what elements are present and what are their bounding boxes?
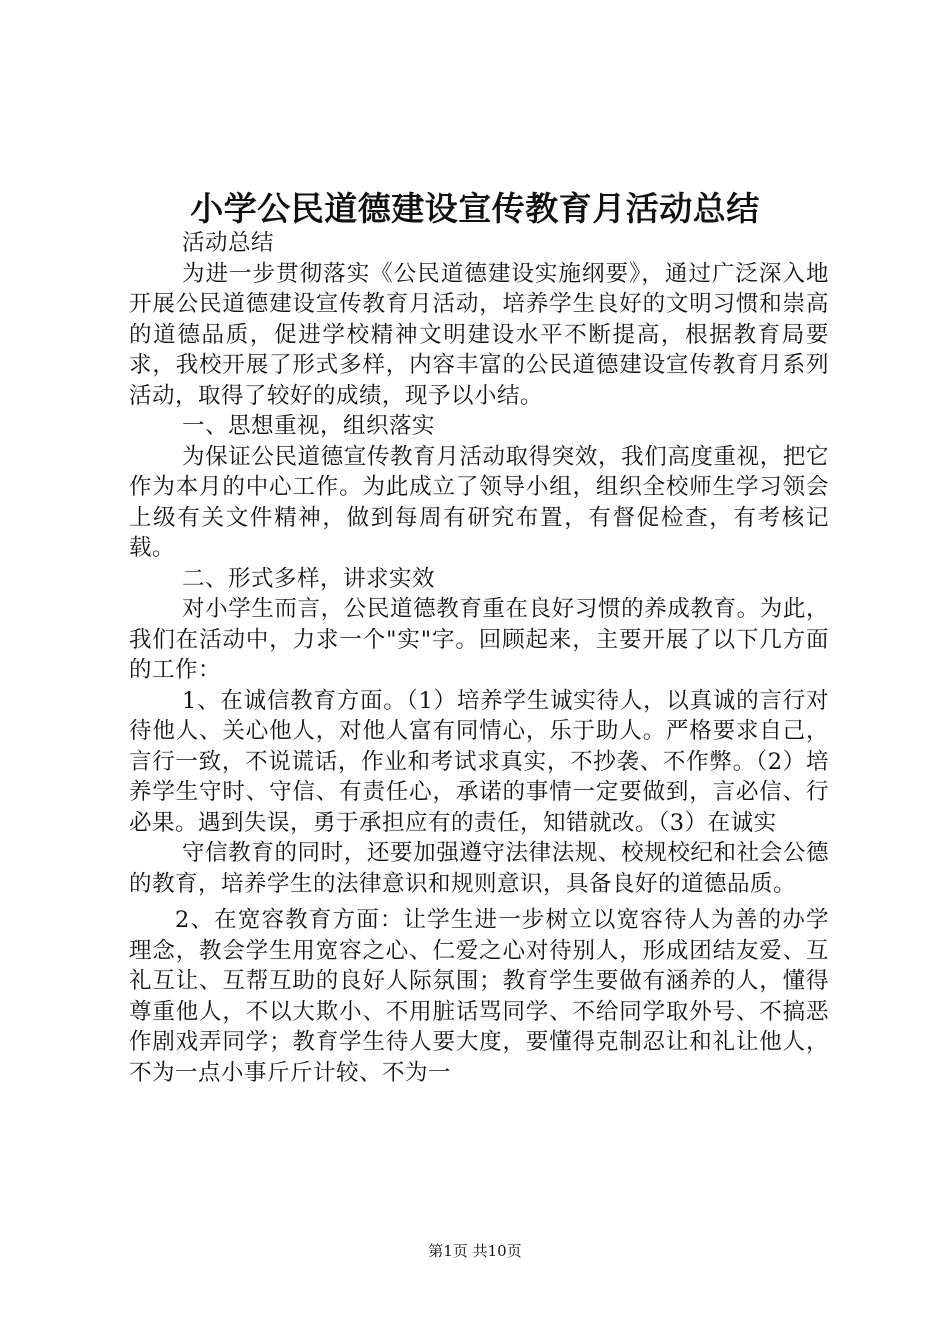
paragraph-section-2: 对小学生而言，公民道德教育重在良好习惯的养成教育。为此，我们在活动中，力求一个"实"字。回顾起来，主要开展了以下几方面的工作： [129,596,829,683]
paragraph-subtitle: 活动总结 [182,230,275,256]
page-footer: 第1页 共10页 [428,1242,522,1260]
paragraph-section-1: 为保证公民道德宣传教育月活动取得突效，我们高度重视，把它作为本月的中心工作。为此成立了领导小组，组织全校师生学习领会上级有关文件精神，做到每周有研究布置，有督促检查，有考核记载。 [129,443,829,561]
paragraph-item-1-cont: 守信教育的同时，还要加强遵守法律法规、校规校纪和社会公德的教育，培养学生的法律意识和规则意识，具备良好的道德品质。 [129,840,829,897]
paragraph-item-1: 1、在诚信教育方面。（1）培养学生诚实待人，以真诚的言行对待他人、关心他人，对他人富有同情心，乐于助人。严格要求自己，言行一致，不说谎话，作业和考试求真实，不抄袭、不作弊。（2）培养学生守时、守信、有责任心，承诺的事情一定要做到，言必信、行必果。遇到失误，勇于承担应有的责任，知错就改。（3）在诚实 [129,687,829,836]
document-title: 小学公民道德建设宣传教育月活动总结 [190,189,760,228]
document-body [129,228,829,1088]
section-heading-1: 一、思想重视，组织落实 [182,413,436,439]
paragraph-item-2: 2、在宽容教育方面：让学生进一步树立以宽容待人为善的办学理念，教会学生用宽容之心、仁爱之心对待别人，形成团结友爱、互礼互让、互帮互助的良好人际氛围；教育学生要做有涵养的人，懂得尊重他人，不以大欺小、不用脏话骂同学、不给同学取外号、不搞恶作剧戏弄同学；教育学生待人要大度，要懂得克制忍让和礼让他人，不为一点小事斤斤计较、不为一 [129,907,829,1086]
section-heading-2: 二、形式多样，讲求实效 [182,565,436,592]
paragraph-intro: 为进一步贯彻落实《公民道德建设实施纲要》，通过广泛深入地开展公民道德建设宣传教育月活动，培养学生良好的文明习惯和崇高的道德品质，促进学校精神文明建设水平不断提高，根据教育局要求，我校开展了形式多样，内容丰富的公民道德建设宣传教育月系列活动，取得了较好的成绩，现予以小结。 [129,260,829,409]
